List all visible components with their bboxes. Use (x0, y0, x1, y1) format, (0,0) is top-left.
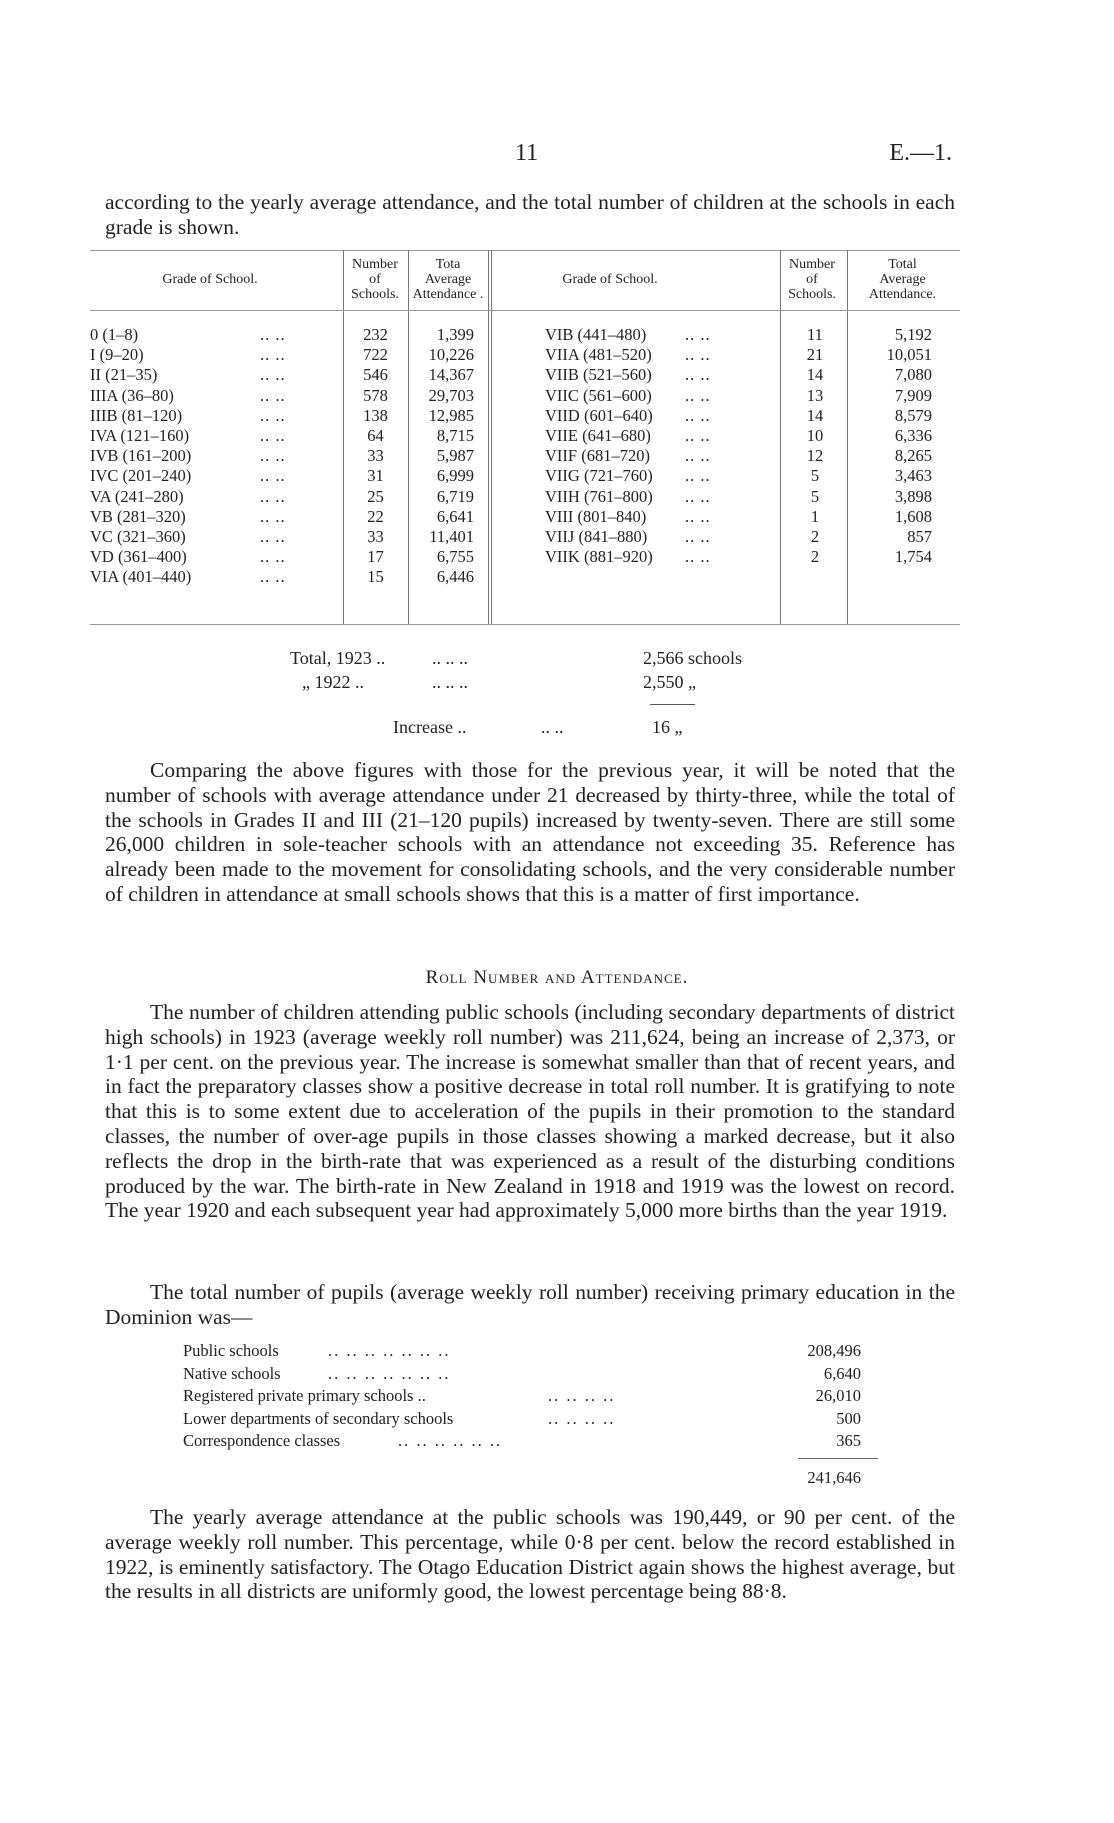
dot-leader: .. .. (685, 547, 711, 567)
grade-cell: IVC (201–240) (90, 466, 192, 486)
schools-cell: 17 (367, 547, 384, 567)
table-row (90, 406, 960, 426)
roll-number-paragraph: The number of children attending public schools (including secondary departments of district high schools) in 1923 (average weekly roll number) was 211,624, being an increase of 2,373, or 1·1 per cent. on the previous year. The increase is somewhat smaller than that of recent years, and in fact the preparatory classes show a positive decrease in total roll number. It is gratifying to note that this is to some extent due to acceleration of the pupils in their promotion to the standard classes, the number of over-age pupils in those classes showing a marked decrease, but it also reflects the drop in the birth-rate that was experienced as a result of the disturbing conditions produced by the war. The birth-rate in New Zealand in 1918 and 1919 was the lowest on record. The year 1920 and each subsequent year had approximately 5,000 more births than the year 1919. (105, 1000, 955, 1223)
grade-cell: VIIH (761–800) (545, 486, 653, 506)
dot-leader: .. .. (685, 527, 711, 546)
grade-table (90, 250, 960, 625)
total-1923-value: 2,566 schools (643, 648, 742, 668)
schools-cell: 546 (363, 365, 388, 385)
dot-leader: .. .. (685, 486, 711, 506)
schools-cell: 2 (810, 547, 820, 567)
pupil-count: 6,640 (823, 1363, 861, 1383)
schools-cell: 21 (806, 345, 824, 365)
grade-cell: IIIB (81–120) (90, 405, 183, 425)
schools-cell: 11 (807, 325, 823, 344)
table-row (90, 547, 960, 567)
pupil-count: 26,010 (815, 1386, 861, 1405)
grade-cell: VIIG (721–760) (545, 466, 653, 486)
list-item (183, 1430, 883, 1453)
schools-cell: 138 (363, 405, 388, 425)
grade-cell: VIIA (481–520) (545, 345, 652, 365)
dot-leader: .. .. (685, 325, 711, 344)
attendance-cell: 6,336 (894, 426, 932, 445)
attendance-cell: 1,399 (436, 325, 474, 344)
schools-cell: 33 (367, 527, 384, 546)
attendance-cell: 1,754 (894, 547, 932, 567)
table-row (90, 446, 960, 466)
table-top-rule (90, 250, 960, 251)
table-row (90, 487, 960, 507)
attendance-cell: 6,641 (436, 506, 474, 526)
total-pupils-paragraph: The total number of pupils (average weekly roll number) receiving primary education in the Dominion was— (105, 1280, 955, 1329)
schools-cell: 578 (363, 385, 388, 405)
section-heading: Roll Number and Attendance. (425, 967, 689, 988)
pupils-total: 241,646 (807, 1468, 861, 1487)
schools-cell: 25 (367, 486, 384, 506)
attendance-cell: 6,755 (436, 547, 474, 567)
grade-cell: VC (321–360) (90, 527, 186, 546)
dot-leader: .. .. (685, 506, 711, 526)
dot-leader: .. .. (260, 486, 286, 506)
table-row (90, 386, 960, 406)
increase-label: Increase .. (393, 717, 467, 737)
schools-cell: 232 (363, 325, 388, 344)
dot-leader: .. .. (260, 405, 286, 425)
report-reference: E.—1. (889, 140, 952, 166)
dot-leader: .. .. (685, 446, 711, 466)
dot-leader: .. .. .. .. (548, 1386, 616, 1405)
total-1923-label: Total, 1923 .. (290, 648, 386, 668)
grade-cell: IVA (121–160) (90, 426, 190, 445)
attendance-cell: 29,703 (428, 385, 474, 405)
schools-cell: 722 (363, 345, 388, 365)
grade-cell: VIIJ (841–880) (545, 527, 648, 546)
header-rule (90, 310, 960, 311)
schools-cell: 10 (806, 426, 824, 445)
attendance-cell: 14,367 (428, 365, 474, 385)
table-row (90, 345, 960, 365)
attendance-cell: 10,226 (428, 345, 474, 365)
grade-cell: VIIC (561–600) (545, 385, 652, 405)
schools-cell: 5 (810, 466, 820, 486)
attendance-cell: 8,715 (436, 426, 474, 445)
dot-leader: .. .. .. .. .. .. .. (328, 1363, 451, 1383)
grade-cell: VIIE (641–680) (545, 426, 651, 445)
grade-cell: VIIF (681–720) (545, 446, 650, 466)
grade-cell: II (21–35) (90, 365, 158, 385)
attendance-cell: 1,608 (894, 506, 932, 526)
schools-cell: 13 (806, 385, 824, 405)
attendance-cell: 5,192 (894, 325, 932, 344)
header-total-left: Tota Average Attendance . (412, 257, 484, 302)
schools-cell: 5 (810, 486, 820, 506)
pupil-count: 208,496 (807, 1341, 861, 1360)
attendance-cell: 6,999 (436, 466, 474, 486)
attendance-cell: 5,987 (436, 446, 474, 466)
list-item (183, 1385, 883, 1408)
table-row (90, 567, 960, 587)
list-item (183, 1363, 883, 1386)
table-row (90, 527, 960, 547)
grade-cell: VIII (801–840) (545, 506, 647, 526)
dot-leader: .. .. .. (432, 672, 468, 692)
attendance-cell: 3,463 (894, 466, 932, 486)
dot-leader: .. .. (260, 446, 286, 466)
dot-leader: .. .. (260, 547, 286, 567)
attendance-cell: 857 (907, 527, 932, 546)
dot-leader: .. .. (685, 426, 711, 445)
grade-cell: VIIK (881–920) (545, 547, 653, 567)
grade-cell: IIIA (36–80) (90, 385, 174, 405)
grade-cell: VIA (401–440) (90, 567, 192, 587)
total-rule (650, 704, 695, 705)
header-total-right: Total Average Attendance. (868, 257, 937, 302)
attendance-cell: 8,579 (894, 405, 932, 425)
total-1922-label: „ 1922 .. (302, 672, 364, 692)
dot-leader: .. .. (260, 325, 286, 344)
header-number-left: Number of Schools. (351, 257, 399, 302)
attendance-cell: 12,985 (428, 405, 474, 425)
dot-leader: .. .. (685, 405, 711, 425)
schools-cell: 2 (810, 527, 820, 546)
dot-leader: .. .. (260, 506, 286, 526)
grade-cell: VIIB (521–560) (545, 365, 652, 385)
schools-cell: 64 (367, 426, 384, 445)
table-row (90, 325, 960, 345)
dot-leader: .. .. (685, 365, 711, 385)
grade-cell: VB (281–320) (90, 506, 186, 526)
header-grade-right: Grade of School. (562, 272, 658, 287)
pupil-count: 365 (836, 1431, 861, 1450)
header-number-right: Number of Schools. (788, 257, 836, 302)
attendance-paragraph: The yearly average attendance at the public schools was 190,449, or 90 per cent. of the average weekly roll number. This percentage, while 0·8 per cent. below the record established in 1922, is eminently satisfactory. The Otago Education District again shows the highest average, but the results in all districts are uniformly good, the lowest percentage being 88·8. (105, 1505, 955, 1604)
dot-leader: .. .. .. .. (548, 1408, 616, 1428)
grade-cell: VA (241–280) (90, 486, 184, 506)
pupil-category: Lower departments of secondary schools (183, 1408, 454, 1428)
dot-leader: .. .. (260, 365, 286, 385)
schools-cell: 1 (810, 506, 820, 526)
dot-leader: .. .. (260, 345, 286, 365)
header-grade-left: Grade of School. (162, 272, 258, 287)
table-row (90, 365, 960, 385)
comparing-paragraph: Comparing the above figures with those for the previous year, it will be noted that the number of schools with average attendance under 21 decreased by thirty-three, while the total of the schools in Grades II and III (21–120 pupils) increased by twenty-seven. There are still some 26,000 children in sole-teacher schools with an attendance not exceeding 35. Reference has already been made to the movement for consolidating schools, and the very considerable number of children in attendance at small schools shows that this is a matter of first importance. (105, 758, 955, 906)
schools-cell: 12 (806, 446, 824, 466)
dot-leader: .. .. .. (432, 648, 468, 668)
pupil-count: 500 (836, 1408, 861, 1428)
attendance-cell: 3,898 (894, 486, 932, 506)
dot-leader: .. .. (260, 567, 286, 587)
attendance-cell: 8,265 (894, 446, 932, 466)
dot-leader: .. .. .. .. .. .. (398, 1431, 503, 1450)
schools-cell: 14 (806, 405, 824, 425)
grade-cell: I (9–20) (90, 345, 144, 365)
dot-leader: .. .. (260, 466, 286, 486)
schools-cell: 31 (367, 466, 384, 486)
sum-rule (798, 1458, 878, 1459)
table-row (90, 507, 960, 527)
grade-cell: IVB (161–200) (90, 446, 192, 466)
table-row (90, 466, 960, 486)
attendance-cell: 7,080 (894, 365, 932, 385)
page-number: 11 (515, 140, 539, 166)
dot-leader: .. .. (685, 345, 711, 365)
page-header (0, 140, 1114, 170)
dot-leader: .. .. (260, 527, 286, 546)
intro-paragraph: according to the yearly average attendance, and the total number of children at the schools in each grade is shown. (105, 190, 955, 239)
pupil-category: Public schools (183, 1341, 279, 1360)
total-1922-value: 2,550 „ (643, 672, 696, 692)
list-item (183, 1340, 883, 1363)
dot-leader: .. .. .. .. .. .. .. (328, 1341, 451, 1360)
dot-leader: .. .. (541, 717, 564, 737)
list-item (183, 1408, 883, 1431)
pupil-category: Native schools (183, 1363, 281, 1383)
grade-cell: VIB (441–480) (545, 325, 647, 344)
grade-cell: VD (361–400) (90, 547, 187, 567)
dot-leader: .. .. (260, 385, 286, 405)
dot-leader: .. .. (260, 426, 286, 445)
schools-cell: 15 (367, 567, 384, 587)
attendance-cell: 6,719 (436, 486, 474, 506)
schools-cell: 14 (806, 365, 824, 385)
increase-value: 16 „ (652, 717, 683, 737)
grade-cell: 0 (1–8) (90, 325, 139, 344)
table-bottom-rule (90, 624, 960, 625)
attendance-cell: 7,909 (894, 385, 932, 405)
table-row (90, 426, 960, 446)
schools-cell: 33 (367, 446, 384, 466)
attendance-cell: 6,446 (436, 567, 474, 587)
dot-leader: .. .. (685, 466, 711, 486)
dot-leader: .. .. (685, 385, 711, 405)
attendance-cell: 11,401 (429, 527, 474, 546)
pupil-category: Registered private primary schools .. (183, 1386, 426, 1405)
schools-cell: 22 (367, 506, 384, 526)
pupil-category: Correspondence classes (183, 1431, 341, 1450)
grade-cell: VIID (601–640) (545, 405, 653, 425)
attendance-cell: 10,051 (886, 345, 932, 365)
pupil-list (183, 1340, 883, 1487)
